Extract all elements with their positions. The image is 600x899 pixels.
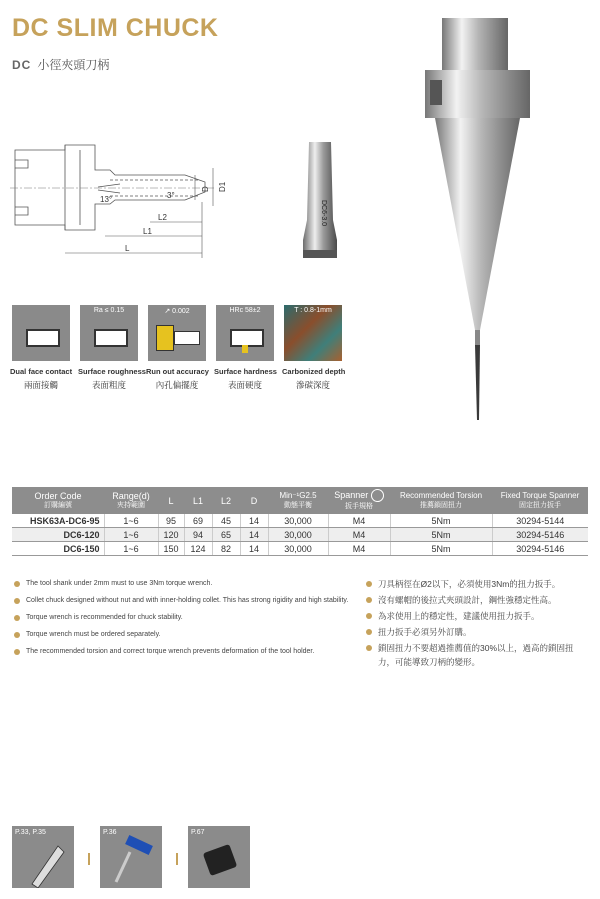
note-item: The recommended torsion and correct torque wrench prevents deformation of the tool holder. — [14, 646, 354, 658]
cell-l: 95 — [158, 514, 184, 528]
notes-chinese — [366, 577, 590, 671]
col-balance: Min⁻¹G2.5 動態平衡 — [268, 487, 328, 514]
cell-fixed-spanner: 30294-5146 — [492, 542, 588, 556]
feature-zh-label: 表面硬度 — [227, 380, 262, 390]
feature-en-label: Run out accuracy — [146, 367, 209, 376]
cell-fixed-spanner: 30294-5144 — [492, 514, 588, 528]
accessory-collet[interactable] — [12, 826, 74, 888]
l-label: L — [125, 244, 130, 253]
bullet-icon — [366, 581, 372, 587]
cell-torsion: 5Nm — [390, 514, 492, 528]
feature-en-label: Carbonized depth — [282, 367, 346, 376]
accessory-page-label: P.67 — [191, 829, 205, 836]
subtitle-prefix: DC — [12, 58, 32, 72]
angle-13-label: 13° — [100, 195, 113, 204]
l2-label: L2 — [158, 213, 167, 222]
cell-l1: 69 — [184, 514, 212, 528]
table-row — [12, 528, 588, 542]
bullet-icon — [366, 597, 372, 603]
notes-english — [14, 578, 354, 663]
cell-l1: 94 — [184, 528, 212, 542]
bullet-icon — [14, 615, 20, 621]
technical-drawing — [10, 140, 240, 265]
accessory-spanner-holder[interactable] — [188, 826, 250, 888]
bullet-icon — [14, 581, 20, 587]
cell-order-code: HSK63A-DC6-95 — [12, 514, 104, 528]
cell-torsion: 5Nm — [390, 528, 492, 542]
dual-face-contact-icon — [12, 305, 70, 361]
feature-en-label: Surface hardness — [214, 367, 277, 376]
bullet-icon — [366, 629, 372, 635]
cell-order-code: DC6-150 — [12, 542, 104, 556]
feature-surface-roughness — [78, 305, 146, 391]
cell-l: 150 — [158, 542, 184, 556]
col-l2: L2 — [212, 487, 240, 514]
feature-zh-label: 表面粗度 — [91, 380, 126, 390]
bullet-icon — [14, 598, 20, 604]
note-item: 沒有螺帽的後拉式夾頭設計，鋼性強穩定性高。 — [366, 593, 590, 607]
collet-marking: DC6-3.0 — [320, 200, 327, 227]
col-spanner: Spanner 扳手規格 — [328, 487, 390, 514]
page-subtitle — [12, 56, 109, 73]
separator — [176, 853, 178, 865]
subtitle-text: 小徑夾頭刀柄 — [37, 58, 110, 72]
col-order-code: Order Code 訂購編號 — [12, 487, 104, 514]
page-title: DC SLIM CHUCK — [12, 14, 219, 42]
table-row — [12, 542, 588, 556]
angle-3-label: 3° — [167, 191, 175, 200]
col-d: D — [240, 487, 268, 514]
separator — [88, 853, 90, 865]
cell-balance: 30,000 — [268, 528, 328, 542]
bullet-icon — [366, 645, 372, 651]
cell-torsion: 5Nm — [390, 542, 492, 556]
collet-image — [295, 140, 345, 265]
cell-d: 14 — [240, 514, 268, 528]
feature-zh-label: 滲碳深度 — [295, 380, 330, 390]
l1-label: L1 — [143, 227, 152, 236]
accessory-torque-wrench[interactable] — [100, 826, 162, 888]
surface-hardness-icon: HRc 58±2 — [216, 305, 274, 361]
note-item: Torque wrench is recommended for chuck stability. — [14, 612, 354, 624]
cell-balance: 30,000 — [268, 514, 328, 528]
d1-label: D1 — [218, 181, 227, 192]
cell-spanner: M4 — [328, 542, 390, 556]
spec-table — [12, 487, 588, 556]
carbonized-depth-icon: T : 0.8-1mm — [284, 305, 342, 361]
note-item: 扭力扳手必須另外訂購。 — [366, 625, 590, 639]
cell-d: 14 — [240, 542, 268, 556]
cell-l1: 124 — [184, 542, 212, 556]
bullet-icon — [14, 649, 20, 655]
note-item: Torque wrench must be ordered separately. — [14, 629, 354, 641]
cell-range: 1~6 — [104, 542, 158, 556]
feature-dual-face-contact — [10, 305, 72, 391]
feature-zh-label: 兩面接觸 — [23, 380, 58, 390]
bullet-icon — [366, 613, 372, 619]
feature-run-out-accuracy — [146, 305, 208, 391]
col-range: Range(d) 夾持範圍 — [104, 487, 158, 514]
cell-l: 120 — [158, 528, 184, 542]
note-item: 為求使用上的穩定性，建議使用扭力扳手。 — [366, 609, 590, 623]
feature-en-label: Dual face contact — [10, 367, 73, 376]
cell-order-code: DC6-120 — [12, 528, 104, 542]
feature-zh-label: 內孔偏擺度 — [155, 380, 199, 390]
d-label: D — [201, 186, 210, 192]
note-item: Collet chuck designed without nut and with inner-holding collet. This has strong rigidity and high stability. — [14, 595, 354, 607]
tool-holder-image — [380, 0, 540, 430]
accessory-page-label: P.36 — [103, 829, 117, 836]
col-fixed-torque-spanner: Fixed Torque Spanner 固定扭力扳手 — [492, 487, 588, 514]
cell-d: 14 — [240, 528, 268, 542]
note-item: 鎖固扭力不要超過推薦值的30%以上，過高的鎖固扭力，可能導致刀柄的變形。 — [366, 641, 590, 669]
cell-range: 1~6 — [104, 528, 158, 542]
col-recommended-torsion: Recommended Torsion 推薦鎖固扭力 — [390, 487, 492, 514]
spanner-icon — [371, 489, 384, 502]
cell-range: 1~6 — [104, 514, 158, 528]
surface-roughness-icon: Ra ≤ 0.15 — [80, 305, 138, 361]
table-header-row — [12, 487, 588, 514]
feature-en-label: Surface roughness — [78, 367, 146, 376]
col-l: L — [158, 487, 184, 514]
cell-spanner: M4 — [328, 514, 390, 528]
note-item: 刀具柄徑在Ø2以下，必須使用3Nm的扭力扳手。 — [366, 577, 590, 591]
cell-balance: 30,000 — [268, 542, 328, 556]
cell-l2: 45 — [212, 514, 240, 528]
note-item: The tool shank under 2mm must to use 3Nm torque wrench. — [14, 578, 354, 590]
cell-spanner: M4 — [328, 528, 390, 542]
feature-surface-hardness — [214, 305, 276, 391]
cell-l2: 82 — [212, 542, 240, 556]
accessory-page-label: P.33, P.35 — [15, 829, 46, 836]
col-l1: L1 — [184, 487, 212, 514]
table-row — [12, 514, 588, 528]
cell-fixed-spanner: 30294-5146 — [492, 528, 588, 542]
bullet-icon — [14, 632, 20, 638]
run-out-accuracy-icon: ↗ 0.002 — [148, 305, 206, 361]
cell-l2: 65 — [212, 528, 240, 542]
feature-carbonized-depth — [282, 305, 344, 391]
